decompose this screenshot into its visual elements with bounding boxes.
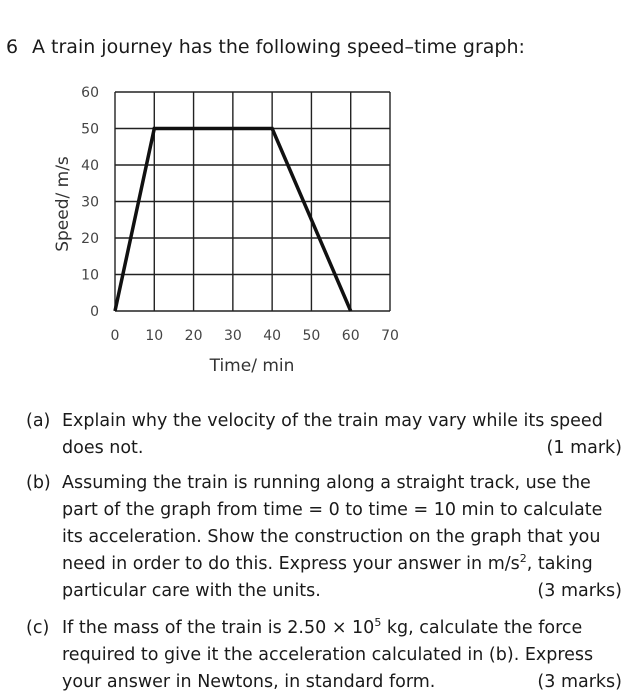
y-tick-label-6: 60 (81, 85, 99, 101)
y-axis-label: Speed/ m/s (53, 156, 73, 252)
x-tick-label-3: 30 (223, 328, 242, 344)
y-tick-label-3: 30 (81, 194, 99, 211)
y-tick-label-0: 0 (90, 304, 99, 320)
part-a (26, 408, 622, 462)
x-tick-label-2: 20 (184, 328, 203, 344)
graph-grid (115, 92, 390, 311)
x-tick-label-0: 0 (110, 328, 120, 344)
part-c (26, 615, 622, 696)
x-tick-label-5: 50 (302, 328, 321, 344)
part-a-label: (a) (26, 411, 51, 431)
y-tick-label-5: 50 (81, 121, 99, 138)
part-b-superscript: 2 (519, 552, 527, 566)
part-b (26, 470, 622, 605)
y-tick-labels (81, 85, 99, 320)
part-a-marks: (1 mark) (546, 438, 622, 458)
part-b-marks: (3 marks) (537, 581, 622, 601)
part-c-superscript: 5 (374, 616, 382, 630)
part-a-text: Explain why the velocity of the train may vary while its speed does not. (62, 411, 603, 458)
x-tick-label-7: 70 (381, 328, 399, 344)
part-c-label: (c) (26, 618, 50, 638)
part-b-label: (b) (26, 473, 51, 493)
y-tick-label-1: 10 (81, 267, 99, 284)
y-tick-label-2: 20 (81, 231, 99, 247)
question-number: 6 (6, 36, 19, 58)
x-tick-label-6: 60 (341, 328, 360, 344)
x-tick-label-1: 10 (145, 328, 164, 344)
part-b-text: Assuming the train is running along a straight track, use the part of the graph from time = 0 to time = 10 min to calculate its acceleration. Show the construction on the graph that you need in order to do this. Express your answer in m/s (62, 473, 603, 574)
question-intro: A train journey has the following speed–time graph: (32, 36, 525, 58)
part-c-text-end: kg, calculate the force required to give it the acceleration calculated in (b). Express your answer in Newtons, in standard form. (62, 618, 594, 692)
x-tick-labels (111, 328, 399, 344)
part-c-marks: (3 marks) (537, 672, 622, 692)
x-tick-label-4: 40 (263, 328, 282, 344)
y-tick-label-4: 40 (81, 158, 99, 174)
part-c-text: If the mass of the train is 2.50 × 10 (62, 618, 375, 638)
part-b-text-end: , taking particular care with the units. (62, 554, 593, 601)
x-axis-label: Time/ min (209, 356, 295, 376)
